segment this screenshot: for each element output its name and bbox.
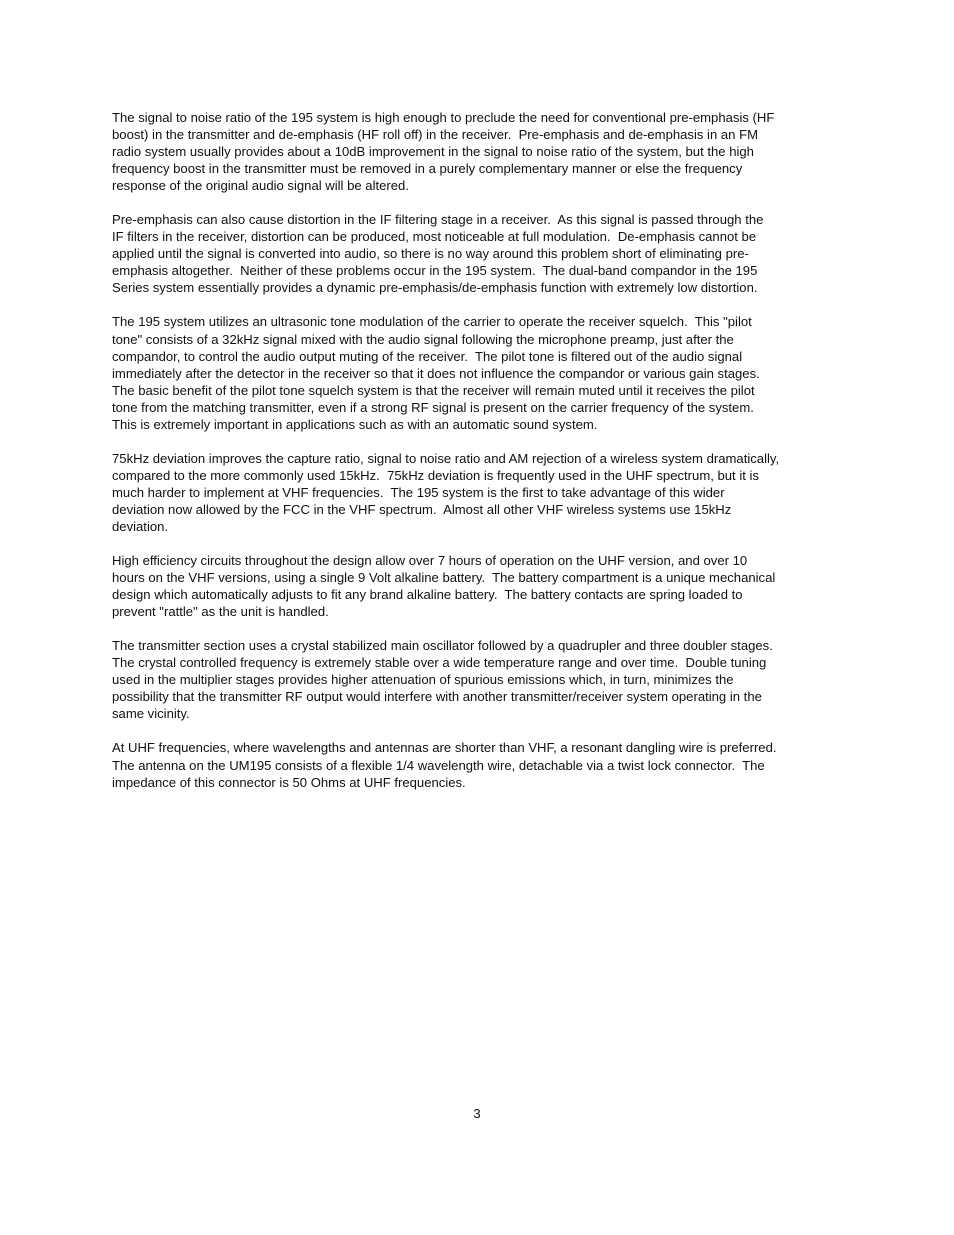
- text-line: design which automatically adjusts to fit any brand alkaline battery. The battery contacts are spring loaded to: [112, 587, 743, 603]
- text-line: The basic benefit of the pilot tone squelch system is that the receiver will remain muted until it receives the pilot: [112, 382, 755, 398]
- text-line: impedance of this connector is 50 Ohms at UHF frequencies.: [112, 774, 466, 790]
- text-line: deviation now allowed by the FCC in the VHF spectrum. Almost all other VHF wireless systems use 15kHz: [112, 501, 732, 517]
- paragraph-if-distortion: [112, 211, 847, 296]
- paragraph-battery: [112, 552, 847, 620]
- body-text: [112, 109, 847, 808]
- text-line: possibility that the transmitter RF output would interfere with another transmitter/receiver system operating in the: [112, 689, 762, 705]
- text-line: The antenna on the UM195 consists of a flexible 1/4 wavelength wire, detachable via a twist lock connector. The: [112, 757, 765, 773]
- text-line: Series system essentially provides a dynamic pre-emphasis/de-emphasis function with extremely low distortion.: [112, 280, 758, 296]
- text-line: response of the original audio signal will be altered.: [112, 178, 409, 194]
- paragraph-pre-emphasis: [112, 109, 847, 194]
- text-line: The 195 system utilizes an ultrasonic tone modulation of the carrier to operate the receiver squelch. This "pilot: [112, 314, 752, 330]
- text-line: tone" consists of a 32kHz signal mixed with the audio signal following the microphone preamp, just after the: [112, 331, 734, 347]
- text-line: frequency boost in the transmitter must be removed in a purely complementary manner or else the frequency: [112, 161, 743, 177]
- text-line: much harder to implement at VHF frequencies. The 195 system is the first to take advantage of this wider: [112, 484, 725, 500]
- paragraph-antenna: [112, 739, 847, 790]
- text-line: applied until the signal is converted into audio, so there is no way around this problem short of eliminating pre-: [112, 246, 749, 262]
- paragraph-transmitter: [112, 637, 847, 722]
- paragraph-pilot-tone: [112, 313, 847, 432]
- text-line: compared to the more commonly used 15kHz. 75kHz deviation is frequently used in the UHF spectrum, but it is: [112, 467, 759, 483]
- page-number: 3: [473, 1106, 481, 1121]
- text-line: IF filters in the receiver, distortion can be produced, most noticeable at full modulation. De-emphasis cannot be: [112, 229, 757, 245]
- text-line: boost) in the transmitter and de-emphasis (HF roll off) in the receiver. Pre-emphasis and de-emphasis in an FM: [112, 127, 758, 143]
- text-line: same vicinity.: [112, 706, 190, 722]
- text-line: used in the multiplier stages provides higher attenuation of spurious emissions which, in turn, minimizes the: [112, 672, 734, 688]
- text-line: tone from the matching transmitter, even if a strong RF signal is present on the carrier frequency of the system.: [112, 399, 754, 415]
- text-line: hours on the VHF versions, using a single 9 Volt alkaline battery. The battery compartment is a unique mechanical: [112, 570, 776, 586]
- text-line: The transmitter section uses a crystal stabilized main oscillator followed by a quadrupler and three doubler stages.: [112, 638, 773, 654]
- paragraph-deviation: [112, 450, 847, 535]
- text-line: radio system usually provides about a 10dB improvement in the signal to noise ratio of the system, but the high: [112, 144, 754, 160]
- text-line: This is extremely important in applications such as with an automatic sound system.: [112, 416, 598, 432]
- text-line: At UHF frequencies, where wavelengths and antennas are shorter than VHF, a resonant dangling wire is preferred.: [112, 740, 777, 756]
- text-line: emphasis altogether. Neither of these problems occur in the 195 system. The dual-band compandor in the 195: [112, 263, 758, 279]
- text-line: Pre-emphasis can also cause distortion in the IF filtering stage in a receiver. As this signal is passed through the: [112, 212, 764, 228]
- text-line: High efficiency circuits throughout the design allow over 7 hours of operation on the UHF version, and over 10: [112, 553, 748, 569]
- text-line: prevent "rattle" as the unit is handled.: [112, 604, 329, 620]
- text-line: compandor, to control the audio output muting of the receiver. The pilot tone is filtered out of the audio signal: [112, 348, 743, 364]
- text-line: The crystal controlled frequency is extremely stable over a wide temperature range and over time. Double tuning: [112, 655, 767, 671]
- text-line: 75kHz deviation improves the capture ratio, signal to noise ratio and AM rejection of a wireless system dramatically,: [112, 450, 780, 466]
- text-line: The signal to noise ratio of the 195 system is high enough to preclude the need for conventional pre-emphasis (HF: [112, 110, 775, 125]
- text-line: immediately after the detector in the receiver so that it does not influence the compandor or various gain stages.: [112, 365, 760, 381]
- text-line: deviation.: [112, 518, 169, 534]
